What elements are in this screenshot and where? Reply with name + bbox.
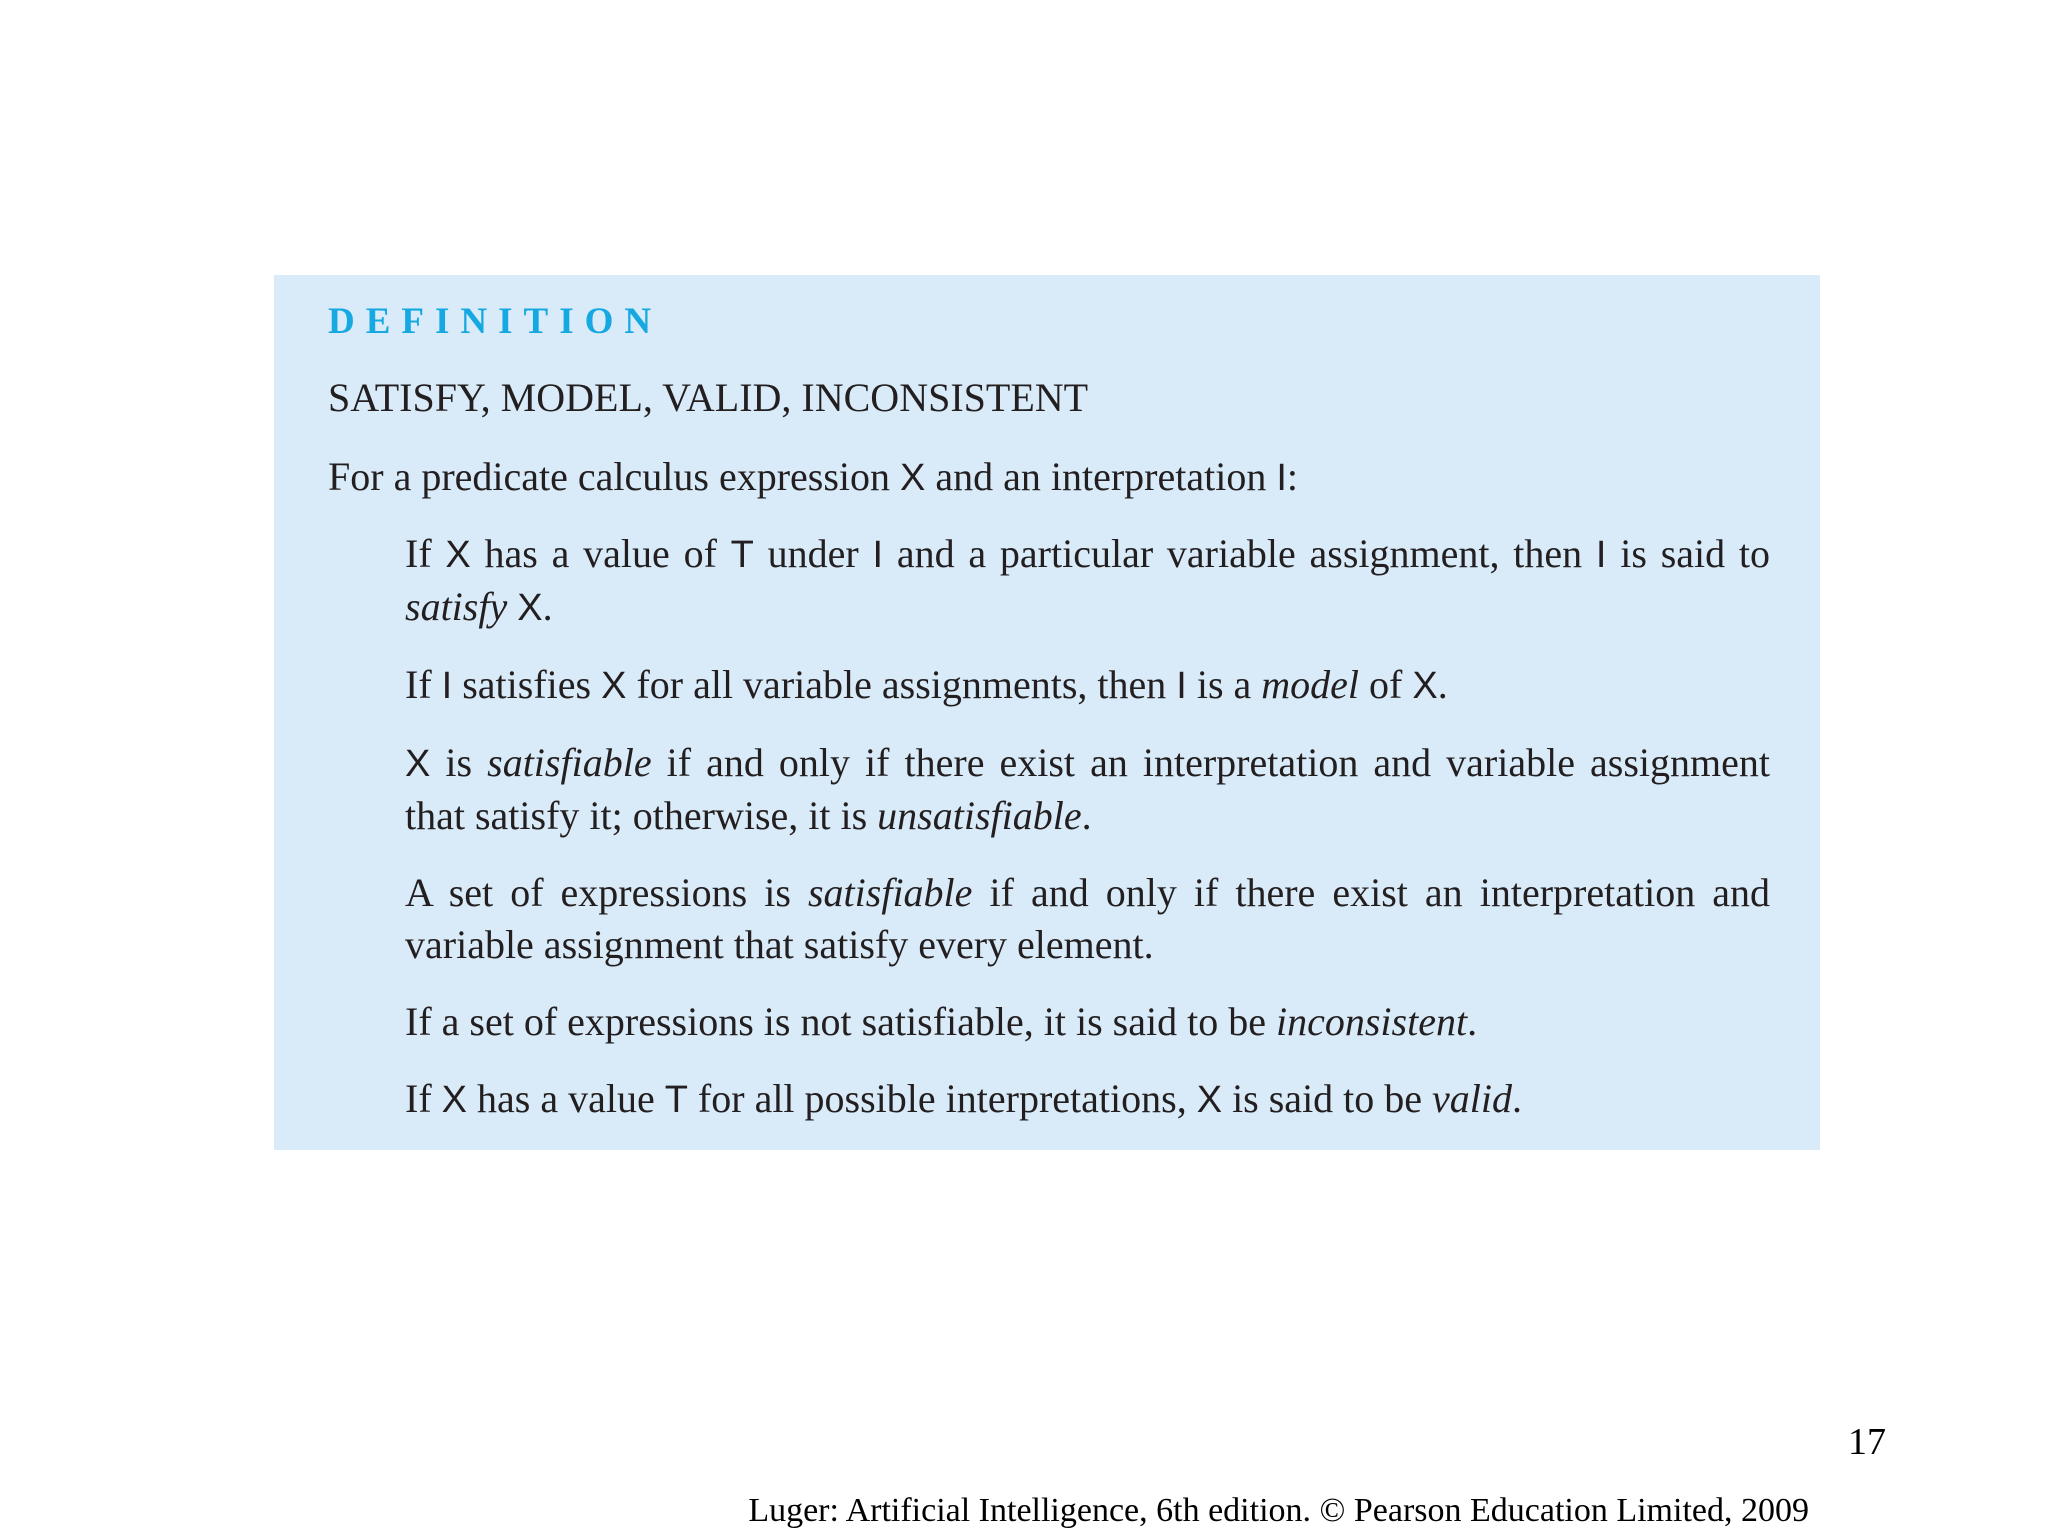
text-run bbox=[507, 584, 517, 629]
math-symbol: I bbox=[1595, 534, 1607, 576]
text-run: For a predicate calculus expression bbox=[328, 454, 901, 499]
definition-heading: DEFINITION bbox=[328, 301, 663, 342]
text-run: and a particular variable assignment, then bbox=[883, 531, 1596, 576]
math-symbol: X bbox=[517, 587, 543, 629]
text-run: . bbox=[1467, 999, 1478, 1044]
defined-term: satisfy bbox=[405, 584, 508, 629]
definition-item bbox=[405, 996, 1770, 1048]
definition-item bbox=[405, 1073, 1770, 1126]
text-run: If a set of expressions is not satisfiable, it is said to be bbox=[405, 999, 1276, 1044]
definition-item bbox=[405, 737, 1770, 842]
text-run: is bbox=[430, 740, 488, 785]
math-symbol: X bbox=[1412, 665, 1438, 707]
definition-item bbox=[405, 528, 1770, 634]
text-run: under bbox=[753, 531, 873, 576]
text-run: is a bbox=[1186, 662, 1262, 707]
math-symbol: I bbox=[1176, 665, 1187, 707]
text-run: if and only if there exist an interpretation and variable assignment that satisfy every element. bbox=[405, 870, 1770, 967]
math-symbol: I bbox=[1276, 457, 1287, 499]
math-symbol: X bbox=[441, 1079, 467, 1121]
text-run: has a value bbox=[467, 1076, 665, 1121]
text-run: If bbox=[405, 531, 446, 576]
text-run: if and only if there exist an interpretation and variable assignment that satisfy it; otherwise, it is bbox=[405, 740, 1770, 838]
defined-term: inconsistent bbox=[1275, 999, 1468, 1044]
footer-citation: Luger: Artificial Intelligence, 6th edition. © Pearson Education Limited, 2009 bbox=[748, 1492, 1809, 1529]
math-symbol: X bbox=[601, 665, 627, 707]
math-symbol: X bbox=[900, 457, 926, 499]
definition-intro bbox=[328, 451, 1770, 504]
text-run: . bbox=[1512, 1076, 1523, 1121]
text-run: has a value of bbox=[470, 531, 731, 576]
math-symbol: X bbox=[445, 534, 471, 576]
math-symbol: X bbox=[405, 743, 431, 785]
math-symbol: T bbox=[730, 534, 754, 576]
text-run: is said to bbox=[1606, 531, 1771, 576]
math-symbol: I bbox=[441, 665, 453, 707]
defined-term: model bbox=[1261, 662, 1360, 707]
text-run: If bbox=[405, 662, 442, 707]
defined-term: satisfiable bbox=[807, 870, 973, 915]
math-symbol: I bbox=[872, 534, 884, 576]
text-run: . bbox=[1081, 793, 1092, 838]
definition-title: SATISFY, MODEL, VALID, INCONSISTENT bbox=[328, 375, 1089, 420]
text-run: is said to be bbox=[1222, 1076, 1433, 1121]
text-run: for all possible interpretations, bbox=[687, 1076, 1197, 1121]
page-number: 17 bbox=[1848, 1421, 1886, 1463]
text-run: . bbox=[1437, 662, 1448, 707]
defined-term: unsatisfiable bbox=[877, 793, 1082, 838]
math-symbol: X bbox=[1196, 1079, 1223, 1121]
text-run: for all variable assignments, then bbox=[626, 662, 1177, 707]
text-run: : bbox=[1286, 454, 1299, 499]
text-run: of bbox=[1359, 662, 1413, 707]
math-symbol: T bbox=[664, 1079, 688, 1121]
text-run: and an interpretation bbox=[925, 454, 1277, 499]
definition-item bbox=[405, 867, 1770, 971]
defined-term: valid bbox=[1432, 1076, 1513, 1121]
definition-box bbox=[274, 275, 1820, 1150]
defined-term: satisfiable bbox=[487, 740, 652, 785]
text-run: satisfies bbox=[452, 662, 602, 707]
definition-item bbox=[405, 659, 1770, 712]
text-run: A set of expressions is bbox=[405, 870, 808, 915]
text-run: . bbox=[542, 584, 553, 629]
text-run: If bbox=[405, 1076, 442, 1121]
definition-list bbox=[405, 528, 1770, 1126]
